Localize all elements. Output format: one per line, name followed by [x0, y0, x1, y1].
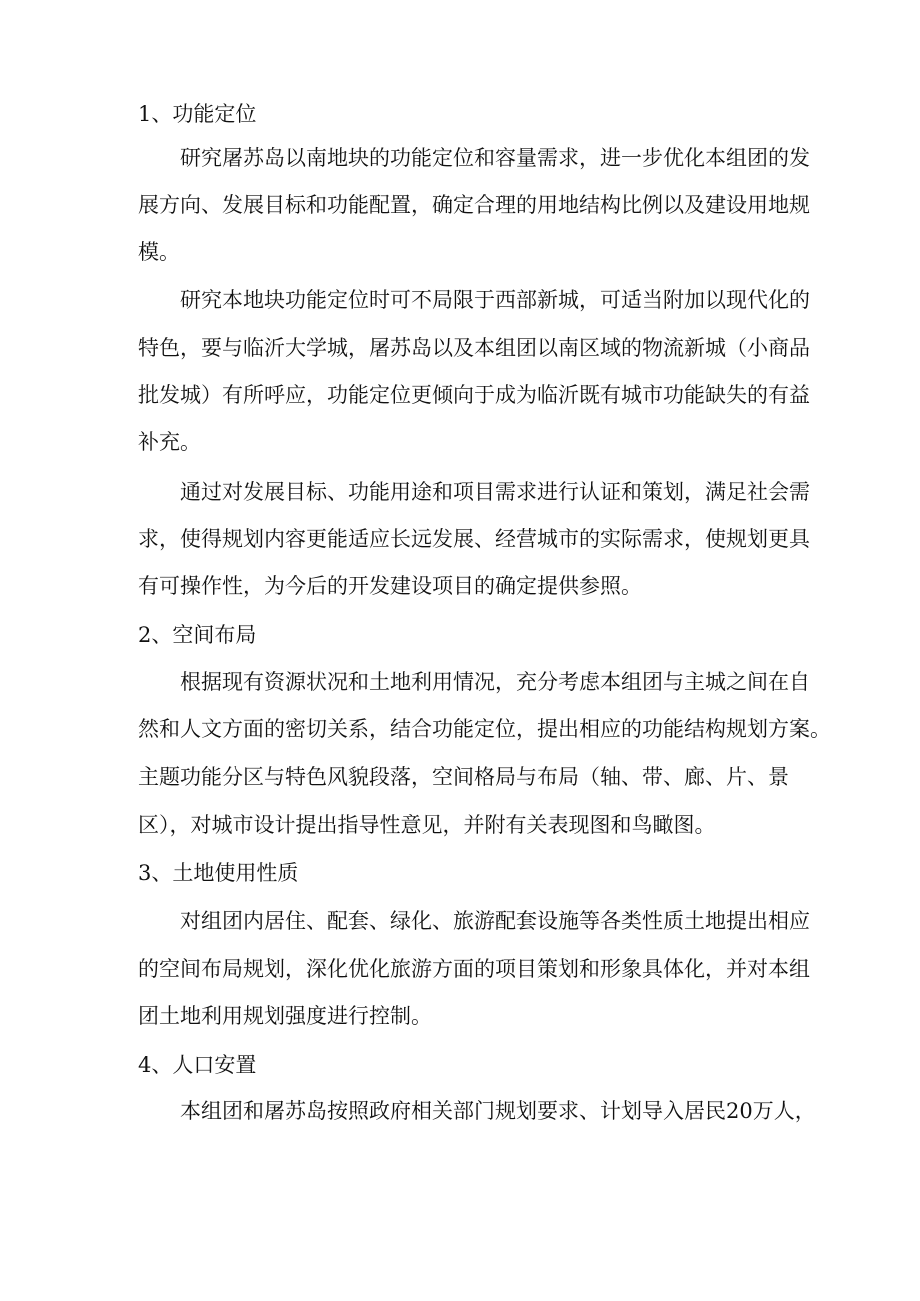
- paragraph-line: 团土地利用规划强度进行控制。: [138, 1004, 432, 1028]
- paragraph-line: 区），对城市设计提出指导性意见，并附有关表现图和鸟瞰图。: [138, 813, 716, 837]
- paragraph-line: 然和人文方面的密切关系，结合功能定位，提出相应的功能结构规划方案。: [138, 717, 831, 741]
- paragraph-line: 对组团内居住、配套、绿化、旅游配套设施等各类性质土地提出相应: [180, 909, 810, 933]
- section-heading-1: 1、功能定位: [138, 102, 257, 126]
- paragraph-line: 通过对发展目标、功能用途和项目需求进行认证和策划，满足社会需: [180, 480, 810, 504]
- paragraph-line: 展方向、发展目标和功能配置，确定合理的用地结构比例以及建设用地规: [138, 193, 810, 217]
- paragraph-line: 有可操作性，为今后的开发建设项目的确定提供参照。: [138, 574, 642, 598]
- paragraph-line: 的空间布局规划，深化优化旅游方面的项目策划和形象具体化，并对本组: [138, 957, 810, 981]
- paragraph-line: 研究屠苏岛以南地块的功能定位和容量需求，进一步优化本组团的发: [180, 146, 810, 170]
- section-heading-2: 2、空间布局: [138, 623, 257, 647]
- paragraph-line: 主题功能分区与特色风貌段落，空间格局与布局（轴、带、廊、片、景: [138, 765, 789, 789]
- paragraph-line: 本组团和屠苏岛按照政府相关部门规划要求、计划导入居民20万人，: [180, 1099, 816, 1123]
- paragraph-line: 求，使得规划内容更能适应长远发展、经营城市的实际需求，使规划更具: [138, 527, 810, 551]
- paragraph-line: 特色，要与临沂大学城，屠苏岛以及本组团以南区域的物流新城（小商品: [138, 336, 810, 360]
- paragraph-line: 模。: [138, 240, 180, 264]
- section-heading-4: 4、人口安置: [138, 1053, 257, 1077]
- paragraph-line: 批发城）有所呼应，功能定位更倾向于成为临沂既有城市功能缺失的有益: [138, 383, 810, 407]
- paragraph-line: 研究本地块功能定位时可不局限于西部新城，可适当附加以现代化的: [180, 288, 810, 312]
- paragraph-line: 根据现有资源状况和土地利用情况，充分考虑本组团与主城之间在自: [180, 670, 810, 694]
- section-heading-3: 3、土地使用性质: [138, 861, 299, 885]
- paragraph-line: 补充。: [138, 430, 201, 454]
